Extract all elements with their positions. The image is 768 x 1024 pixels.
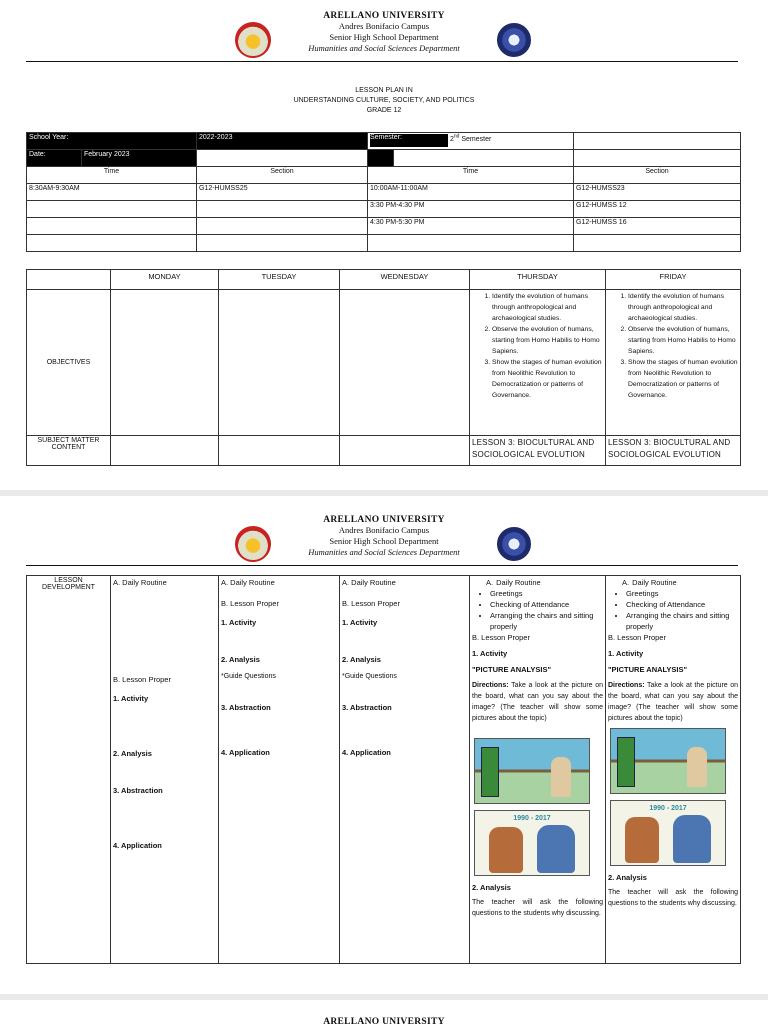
header-rule <box>26 565 738 566</box>
right-section: G12-HUMSS 16 <box>574 218 741 235</box>
right-time: 10:00AM-11:00AM <box>368 184 574 201</box>
left-section <box>197 235 368 252</box>
lesson-proper-heading: B. Lesson Proper <box>113 675 171 684</box>
analysis-heading: 2. Analysis <box>608 873 647 882</box>
left-time: 8:30AM-9:30AM <box>27 184 197 201</box>
weekly-plan-table <box>26 269 741 466</box>
section-header-left: Section <box>197 167 368 184</box>
right-section <box>574 235 741 252</box>
right-time <box>368 235 574 252</box>
left-time <box>27 218 197 235</box>
routine-item: • Greetings <box>490 588 603 599</box>
semester-label-cell <box>368 133 574 150</box>
lesson-proper-heading: B. Lesson Proper <box>472 633 530 642</box>
empty-cell <box>197 150 368 167</box>
objective-item: 3. Show the stages of human evolution from Neolithic Revolution to Democratization or patterns of Governance. <box>492 357 603 401</box>
school-year-label: School Year: <box>27 133 197 150</box>
routine-list <box>472 588 603 632</box>
left-section <box>197 201 368 218</box>
title-line-1: LESSON PLAN IN <box>355 87 413 94</box>
picture-evolution-1 <box>474 738 590 804</box>
objective-item: 3. Show the stages of human evolution from Neolithic Revolution to Democratization or patterns of Governance. <box>628 357 738 401</box>
picture-evolution-2: 1990 - 2017 <box>474 810 590 876</box>
application-heading: 4. Application <box>113 841 162 850</box>
lesson-proper-heading: B. Lesson Proper <box>342 599 400 608</box>
semester-value: 2nd Semester <box>449 134 492 144</box>
activity-heading: 1. Activity <box>608 649 644 658</box>
tuesday-development <box>219 576 340 964</box>
day-header-monday: MONDAY <box>111 270 219 290</box>
monday-development <box>111 576 219 964</box>
subject-matter-label: SUBJECT MATTER CONTENT <box>27 436 111 466</box>
title-line-3: GRADE 12 <box>366 107 402 114</box>
day-header-friday: FRIDAY <box>606 270 741 290</box>
application-heading: 4. Application <box>342 748 391 757</box>
date-label: Date: <box>27 150 82 167</box>
daily-routine-heading: A. Daily Routine <box>486 578 541 587</box>
tuesday-objectives <box>219 290 340 436</box>
analysis-heading: 2. Analysis <box>113 749 152 758</box>
daily-routine-heading: A. Daily Routine <box>113 578 167 587</box>
objective-item: 2. Observe the evolution of humans, starting from Homo Habilis to Homo Sapiens. <box>628 324 738 357</box>
empty-cell <box>574 133 741 150</box>
lesson-proper-heading: B. Lesson Proper <box>221 599 279 608</box>
campus-name: Andres Bonifacio Campus <box>338 525 430 535</box>
wednesday-subject <box>340 436 470 466</box>
daily-routine-heading: A. Daily Routine <box>342 578 396 587</box>
directions-text: Directions: Take a look at the picture on the board, what can you say about the image? (The teacher will show some pictures about the topic) <box>608 682 738 722</box>
abstraction-heading: 3. Abstraction <box>113 786 163 795</box>
routine-item: • Arranging the chairs and sitting properly <box>626 610 738 632</box>
abstraction-heading: 3. Abstraction <box>221 703 271 712</box>
day-header-thursday: THURSDAY <box>470 270 606 290</box>
monday-subject <box>111 436 219 466</box>
empty-cell <box>574 150 741 167</box>
department-name: Senior High School Department <box>329 536 439 546</box>
friday-lesson-title: LESSON 3: BIOCULTURAL AND SOCIOLOGICAL EVOLUTION <box>606 436 741 466</box>
monday-objectives <box>111 290 219 436</box>
picture-evolution-1 <box>610 728 726 794</box>
section-header-right: Section <box>574 167 741 184</box>
thursday-development <box>470 576 606 964</box>
title-line-2: UNDERSTANDING CULTURE, SOCIETY, AND POLITICS <box>293 97 475 104</box>
university-name: ARELLANO UNIVERSITY <box>323 1017 445 1024</box>
date-value: February 2023 <box>82 150 197 167</box>
picture-analysis-title: "PICTURE ANALYSIS" <box>472 665 552 674</box>
lesson-proper-heading: B. Lesson Proper <box>608 633 666 642</box>
guide-questions: *Guide Questions <box>342 673 397 680</box>
right-section: G12-HUMSS 12 <box>574 201 741 218</box>
wednesday-objectives <box>340 290 470 436</box>
routine-item: • Checking of Attendance <box>490 599 603 610</box>
daily-routine-heading: A. Daily Routine <box>622 578 677 587</box>
activity-heading: 1. Activity <box>342 618 378 627</box>
semester-label: Semester: <box>370 134 448 147</box>
time-header-left: Time <box>27 167 197 184</box>
right-time: 3:30 PM-4:30 PM <box>368 201 574 218</box>
subdepartment-name: Humanities and Social Sciences Department <box>308 43 460 53</box>
friday-development <box>606 576 741 964</box>
thursday-lesson-title: LESSON 3: BIOCULTURAL AND SOCIOLOGICAL EVOLUTION <box>470 436 606 466</box>
lesson-plan-title <box>0 86 768 116</box>
analysis-heading: 2. Analysis <box>221 655 260 664</box>
right-section: G12-HUMSS23 <box>574 184 741 201</box>
analysis-heading: 2. Analysis <box>472 883 511 892</box>
abstraction-heading: 3. Abstraction <box>342 703 392 712</box>
letterhead <box>0 1017 768 1024</box>
lesson-development-label: LESSON DEVELOPMENT <box>27 576 111 964</box>
analysis-text: The teacher will ask the following questions to the students why discussing. <box>472 899 603 917</box>
objectives-label: OBJECTIVES <box>27 290 111 436</box>
friday-objectives <box>606 290 741 436</box>
objective-item: 2. Observe the evolution of humans, starting from Homo Habilis to Homo Sapiens. <box>492 324 603 357</box>
objectives-list <box>472 291 603 401</box>
corner-cell <box>27 270 111 290</box>
objective-item: 1. Identify the evolution of humans through anthropological and archaeological studies. <box>628 291 738 324</box>
objectives-list <box>608 291 738 401</box>
university-name: ARELLANO UNIVERSITY <box>323 11 445 21</box>
letterhead <box>0 515 768 558</box>
page-1 <box>0 0 768 490</box>
campus-name: Andres Bonifacio Campus <box>338 21 430 31</box>
school-year-value: 2022-2023 <box>197 133 368 150</box>
left-section <box>197 218 368 235</box>
objective-item: 1. Identify the evolution of humans through anthropological and archaeological studies. <box>492 291 603 324</box>
analysis-heading: 2. Analysis <box>342 655 381 664</box>
routine-list <box>608 588 738 632</box>
day-header-wednesday: WEDNESDAY <box>340 270 470 290</box>
application-heading: 4. Application <box>221 748 270 757</box>
department-name: Senior High School Department <box>329 32 439 42</box>
routine-item: • Greetings <box>626 588 738 599</box>
page-2 <box>0 496 768 994</box>
left-time <box>27 201 197 218</box>
left-time <box>27 235 197 252</box>
thursday-objectives <box>470 290 606 436</box>
analysis-text: The teacher will ask the following questions to the students why discussing. <box>608 889 738 907</box>
picture-analysis-title: "PICTURE ANALYSIS" <box>608 665 688 674</box>
empty-cell <box>394 150 574 167</box>
activity-heading: 1. Activity <box>472 649 508 658</box>
time-header-right: Time <box>368 167 574 184</box>
picture-evolution-2: 1990 - 2017 <box>610 800 726 866</box>
wednesday-development <box>340 576 470 964</box>
subdepartment-name: Humanities and Social Sciences Department <box>308 547 460 557</box>
routine-item: • Arranging the chairs and sitting properly <box>490 610 603 632</box>
page-3 <box>0 1000 768 1024</box>
university-name: ARELLANO UNIVERSITY <box>323 515 445 525</box>
right-time: 4:30 PM-5:30 PM <box>368 218 574 235</box>
lesson-development-table <box>26 575 741 964</box>
tuesday-subject <box>219 436 340 466</box>
letterhead <box>0 11 768 54</box>
directions-text: Directions: Take a look at the picture on the board, what can you say about the image? (The teacher will show some pictures about the topic) <box>472 682 603 722</box>
left-section: G12-HUMSS25 <box>197 184 368 201</box>
daily-routine-heading: A. Daily Routine <box>221 578 275 587</box>
routine-item: • Checking of Attendance <box>626 599 738 610</box>
empty-black-cell <box>368 150 394 167</box>
activity-heading: 1. Activity <box>113 694 149 703</box>
schedule-table <box>26 132 741 252</box>
activity-heading: 1. Activity <box>221 618 257 627</box>
header-rule <box>26 61 738 62</box>
day-header-tuesday: TUESDAY <box>219 270 340 290</box>
guide-questions: *Guide Questions <box>221 673 276 680</box>
